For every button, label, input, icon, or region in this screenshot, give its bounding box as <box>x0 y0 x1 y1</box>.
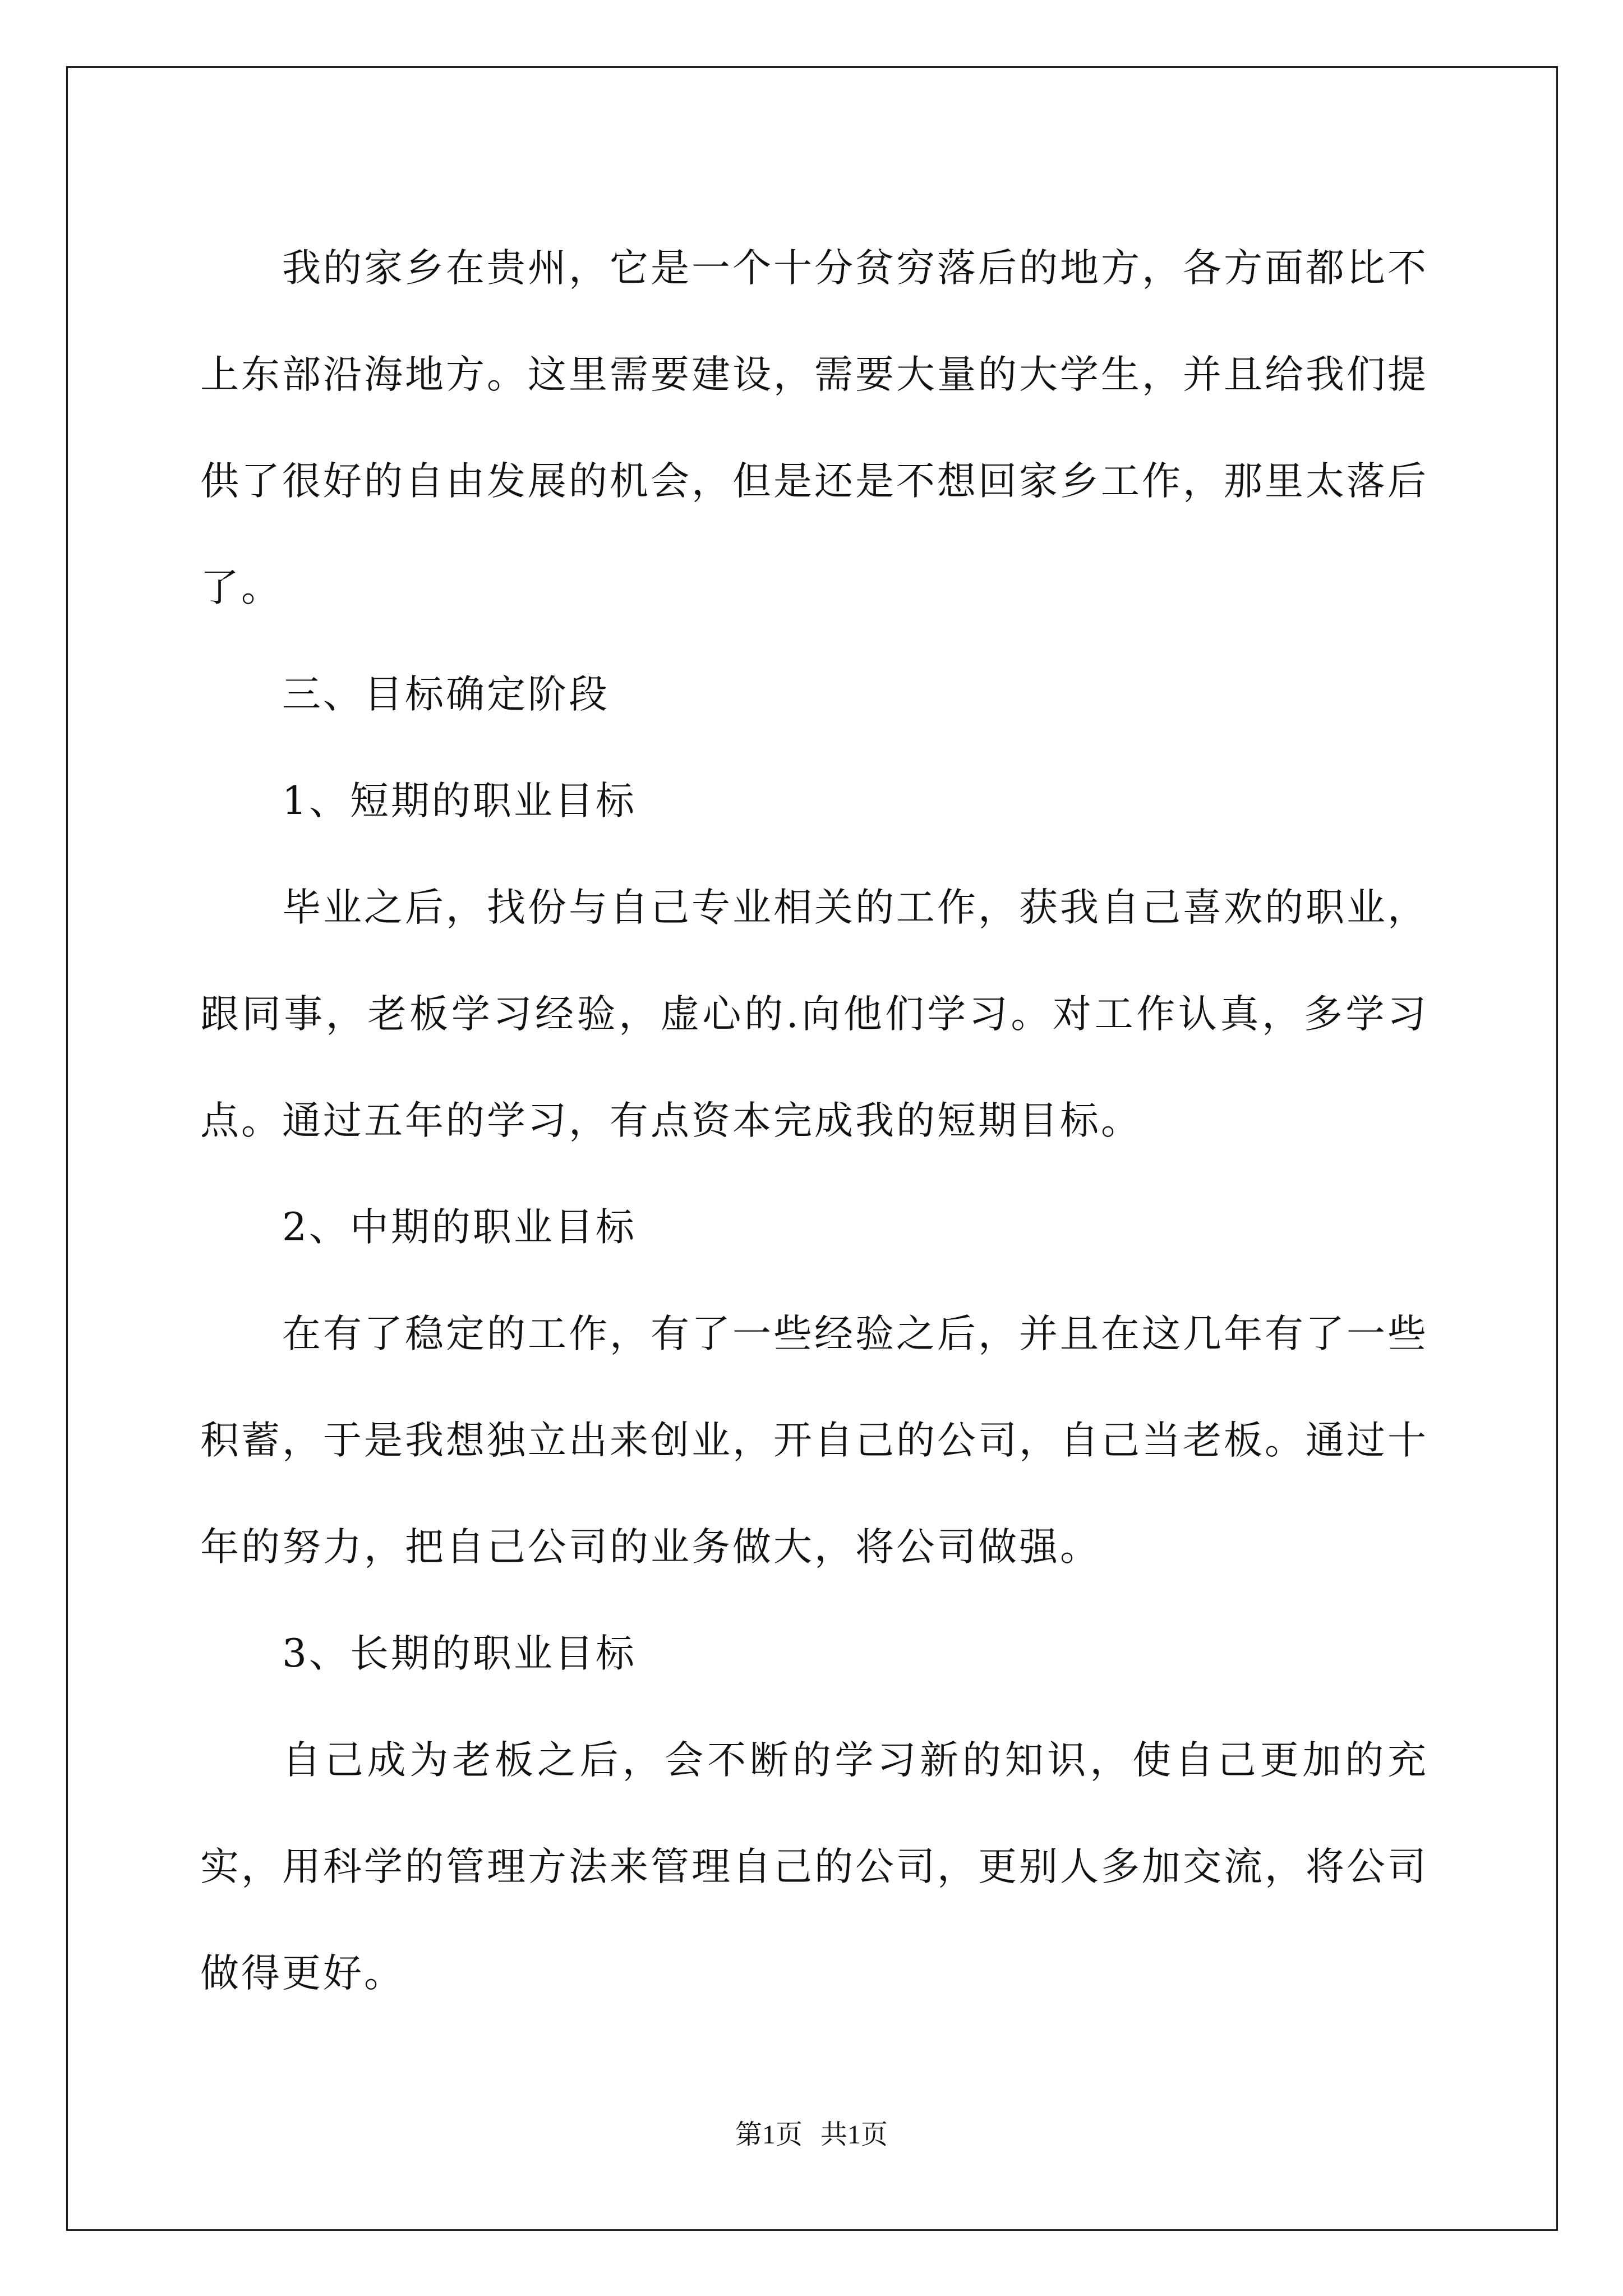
document-body <box>200 215 1428 2027</box>
subheading-mid-term: 2、中期的职业目标 <box>282 1205 637 1250</box>
paragraph-mid-term: 在有了稳定的工作，有了一些经验之后，并且在这几年有了一些积蓄，于是我想独立出来创业，开自己的公司，自己当老板。通过十年的努力，把自己公司的业务做大，将公司做强。 <box>200 1312 1428 1570</box>
section-heading-goals: 三、目标确定阶段 <box>282 672 610 717</box>
page-number: 第1页 <box>735 2120 803 2150</box>
page-total: 共1页 <box>820 2120 888 2150</box>
page-footer <box>0 2118 1623 2152</box>
subheading-long-term: 3、长期的职业目标 <box>282 1631 637 1676</box>
paragraph-hometown: 我的家乡在贵州，它是一个十分贫穷落后的地方，各方面都比不上东部沿海地方。这里需要建设，需要大量的大学生，并且给我们提供了很好的自由发展的机会，但是还是不想回家乡工作，那里太落后了。 <box>200 246 1428 610</box>
paragraph-short-term: 毕业之后，找份与自己专业相关的工作，获我自己喜欢的职业，跟同事，老板学习经验，虚心的.向他们学习。对工作认真，多学习点。通过五年的学习，有点资本完成我的短期目标。 <box>200 885 1428 1143</box>
paragraph-long-term: 自己成为老板之后，会不断的学习新的知识，使自己更加的充实，用科学的管理方法来管理自己的公司，更别人多加交流，将公司做得更好。 <box>200 1738 1428 1996</box>
subheading-short-term: 1、短期的职业目标 <box>282 779 637 823</box>
